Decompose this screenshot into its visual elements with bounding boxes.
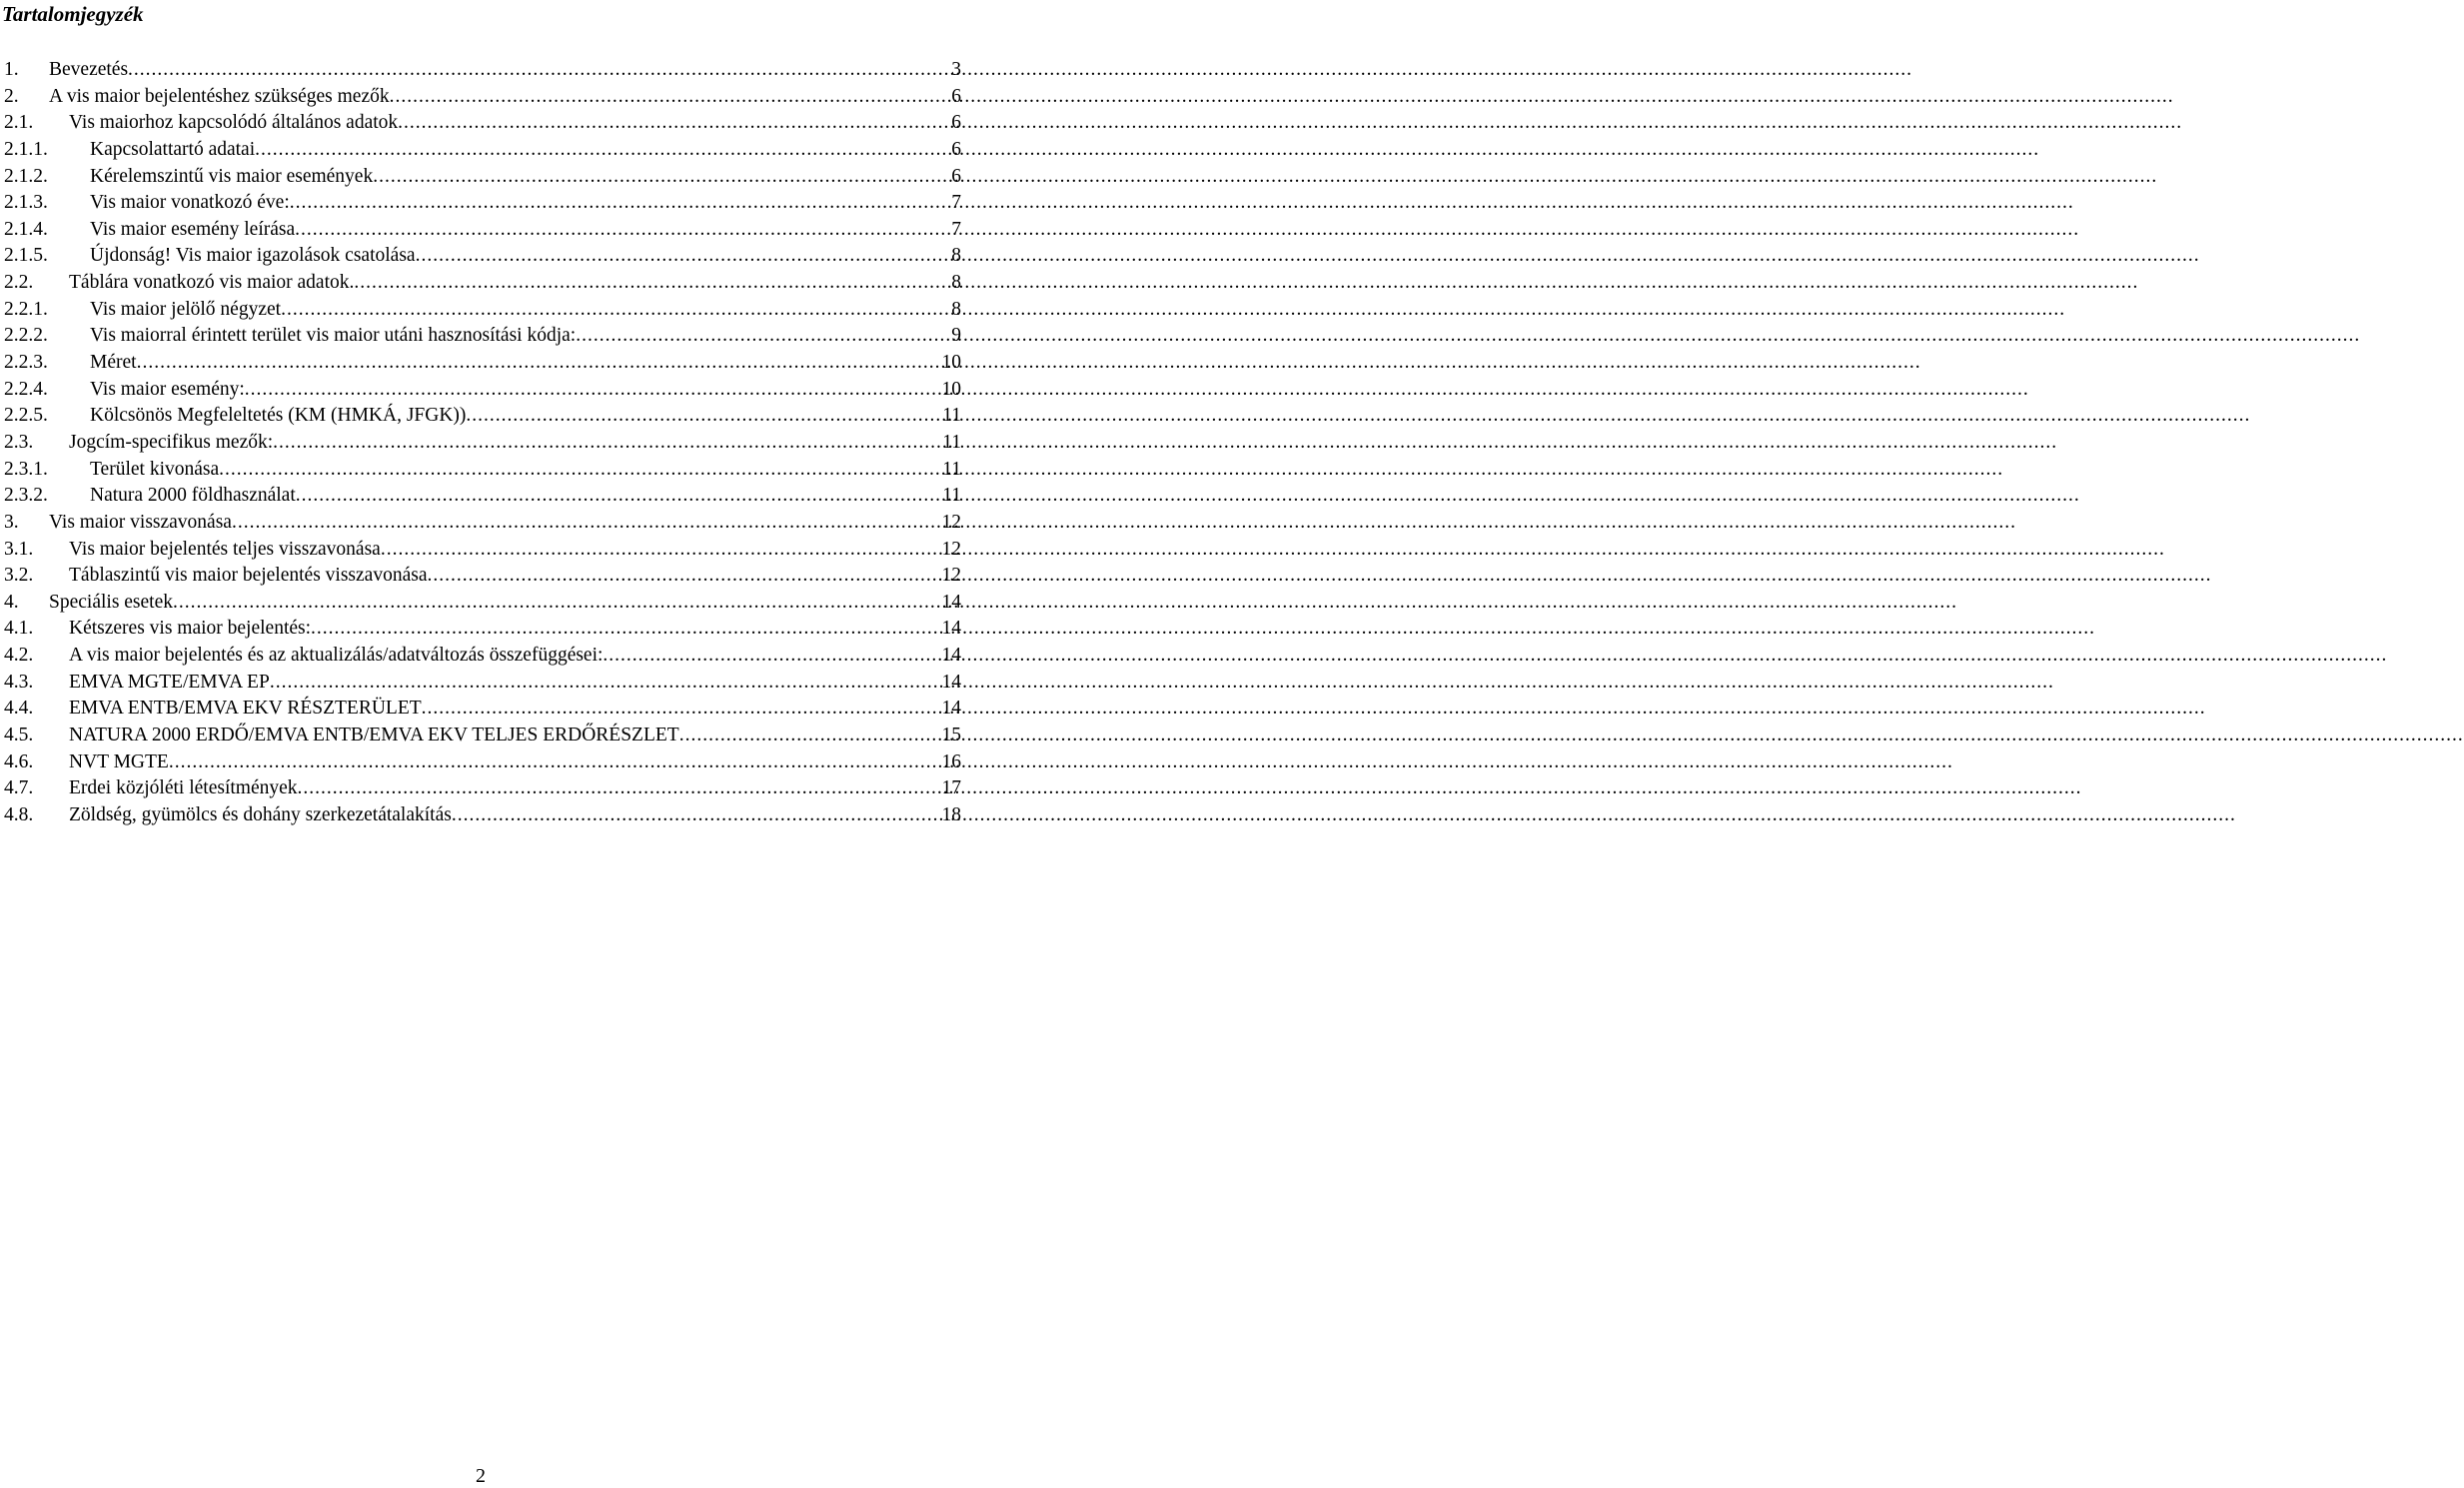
toc-dot-leader	[128, 57, 950, 83]
toc-entry-title[interactable]: EMVA ENTB/EMVA EKV RÉSZTERÜLET	[69, 696, 422, 722]
toc-dot-leader	[273, 430, 941, 456]
toc-entry-number: 2.2.1.	[4, 298, 48, 320]
page-number: 2	[476, 1465, 486, 1487]
toc-entry-page[interactable]: 14	[941, 618, 961, 640]
toc-entry-number: 4.6.	[4, 750, 34, 772]
toc-dot-leader	[296, 483, 941, 509]
toc-entry-page[interactable]: 6	[951, 138, 961, 160]
toc-entry-title[interactable]: Vis maiorhoz kapcsolódó általános adatok	[69, 110, 398, 136]
toc-entry[interactable]	[0, 643, 961, 670]
toc-dot-leader	[245, 377, 941, 403]
toc-entry-page[interactable]: 17	[941, 777, 961, 799]
toc-dot-leader	[416, 243, 951, 269]
toc-dot-leader	[219, 457, 941, 483]
toc-entry-line[interactable]	[90, 164, 961, 190]
toc-entry-page[interactable]: 12	[941, 538, 961, 560]
toc-entry-title[interactable]: Vis maior esemény leírása	[90, 217, 295, 243]
toc-entry-page[interactable]: 12	[941, 565, 961, 587]
toc-entry[interactable]	[0, 84, 961, 111]
toc-entry-number: 4.	[4, 591, 19, 613]
toc-entry[interactable]	[0, 377, 961, 404]
toc-entry-line[interactable]	[69, 616, 961, 642]
toc-entry[interactable]	[0, 723, 961, 749]
toc-entry-title[interactable]: Táblaszintű vis maior bejelentés visszavonása	[69, 563, 427, 589]
toc-entry-line[interactable]	[49, 57, 961, 83]
toc-entry-page[interactable]: 15	[941, 725, 961, 746]
toc-entry-title[interactable]: Erdei közjóléti létesítmények	[69, 775, 298, 801]
toc-entry[interactable]	[0, 802, 961, 829]
toc-entry[interactable]	[0, 510, 961, 537]
toc-entry-page[interactable]: 14	[941, 698, 961, 720]
toc-entry-line[interactable]	[49, 510, 961, 536]
toc-entry-number: 2.1.2.	[4, 165, 48, 187]
toc-entry-title[interactable]: Kölcsönös Megfeleltetés (KM (HMKÁ, JFGK))	[90, 403, 466, 429]
toc-entry-line[interactable]	[69, 802, 961, 828]
toc-entry-line[interactable]	[69, 270, 961, 296]
toc-entry-title[interactable]: Terület kivonása	[90, 457, 219, 483]
toc-entry-title[interactable]: Vis maiorral érintett terület vis maior utáni hasznosítási kódja:	[90, 323, 576, 349]
toc-entry[interactable]	[0, 457, 961, 484]
toc-entry-title[interactable]: Méret	[90, 350, 137, 376]
toc-dot-leader	[603, 643, 940, 669]
toc-entry-title[interactable]: EMVA MGTE/EMVA EP	[69, 670, 270, 696]
toc-entry-title[interactable]: Kérelemszintű vis maior események	[90, 164, 373, 190]
toc-dot-leader	[679, 723, 941, 748]
toc-entry-line[interactable]	[90, 190, 961, 216]
toc-entry-line[interactable]	[90, 377, 961, 403]
toc-entry-number: 4.3.	[4, 671, 34, 693]
toc-entry-line[interactable]	[90, 350, 961, 376]
toc-entry-number: 4.4.	[4, 698, 34, 720]
toc-entry-number: 4.5.	[4, 725, 34, 746]
toc-entry-page[interactable]: 11	[942, 485, 961, 507]
toc-entry-line[interactable]	[69, 537, 961, 563]
toc-entry-page[interactable]: 14	[941, 591, 961, 613]
toc-entry-number: 2.1.4.	[4, 218, 48, 240]
toc-entry[interactable]	[0, 696, 961, 723]
toc-entry-page[interactable]: 14	[941, 645, 961, 667]
toc-entry-title[interactable]: A vis maior bejelentés és az aktualizálás/adatváltozás összefüggései:	[69, 643, 603, 669]
toc-dot-leader	[354, 270, 950, 296]
toc-entry-line[interactable]	[49, 590, 961, 616]
toc-entry-title[interactable]: Vis maior jelölő négyzet	[90, 297, 281, 323]
toc-dot-leader	[427, 563, 940, 589]
toc-entry-page[interactable]: 8	[951, 298, 961, 320]
toc-entry-title[interactable]: Speciális esetek	[49, 590, 173, 616]
toc-entry-line[interactable]	[90, 457, 961, 483]
toc-entry-number: 3.	[4, 511, 19, 533]
toc-entry-line[interactable]	[69, 643, 961, 669]
toc-entry[interactable]	[0, 537, 961, 564]
toc-entry-line[interactable]	[49, 84, 961, 110]
toc-entry-page[interactable]: 8	[951, 272, 961, 294]
toc-entry-number: 2.2.	[4, 272, 34, 294]
toc-entry[interactable]	[0, 137, 961, 164]
toc-entry-line[interactable]	[90, 297, 961, 323]
toc-entry-page[interactable]: 9	[951, 325, 961, 347]
toc-entry[interactable]	[0, 323, 961, 350]
toc-entry-line[interactable]	[69, 749, 961, 775]
toc-entry-number: 2.1.	[4, 112, 34, 134]
toc-entry[interactable]	[0, 563, 961, 590]
toc-dot-leader	[232, 510, 941, 536]
toc-dot-leader	[452, 802, 941, 828]
toc-entry-page[interactable]: 18	[941, 803, 961, 825]
toc-entry-page[interactable]: 11	[942, 431, 961, 453]
toc-entry-title[interactable]: Kapcsolattartó adatai	[90, 137, 255, 163]
toc-dot-leader	[373, 164, 950, 190]
toc-entry-number: 4.1.	[4, 618, 34, 640]
toc-entry-line[interactable]	[69, 696, 961, 722]
toc-heading: Tartalomjegyzék	[2, 2, 144, 26]
toc-entry-page[interactable]: 10	[941, 352, 961, 374]
toc-entry-line[interactable]	[90, 243, 961, 269]
toc-dot-leader	[298, 775, 941, 801]
toc-entry[interactable]	[0, 164, 961, 191]
toc-entry-title[interactable]: Vis maior visszavonása	[49, 510, 232, 536]
toc-entry-page[interactable]: 6	[951, 112, 961, 134]
toc-entry[interactable]	[0, 297, 961, 324]
toc-entry-number: 2.3.1.	[4, 458, 48, 480]
toc-entry-title[interactable]: Jogcím-specifikus mezők:	[69, 430, 273, 456]
toc-entry[interactable]	[0, 403, 961, 430]
toc-entry-page[interactable]: 11	[942, 458, 961, 480]
toc-entry-number: 2.3.	[4, 431, 34, 453]
toc-entry-title[interactable]: Natura 2000 földhasználat	[90, 483, 296, 509]
toc-entry-page[interactable]: 7	[951, 192, 961, 214]
toc-entry-page[interactable]: 11	[942, 405, 961, 427]
toc-entry-title[interactable]: Táblára vonatkozó vis maior adatok.	[69, 270, 354, 296]
toc-entry-line[interactable]	[90, 323, 961, 349]
toc-entry-number: 2.2.4.	[4, 378, 48, 400]
toc-entry-number: 2.2.2.	[4, 325, 48, 347]
toc-entry-number: 2.1.3.	[4, 192, 48, 214]
toc-dot-leader	[281, 297, 950, 323]
toc-entry-line[interactable]	[90, 403, 961, 429]
toc-dot-leader	[137, 350, 941, 376]
toc-entry[interactable]	[0, 57, 961, 84]
toc-entry-number: 2.3.2.	[4, 485, 48, 507]
toc-dot-leader	[466, 403, 941, 429]
toc-entry[interactable]	[0, 190, 961, 217]
toc-entry-page[interactable]: 6	[951, 165, 961, 187]
toc-dot-leader	[422, 696, 941, 722]
toc-entry-page[interactable]: 14	[941, 671, 961, 693]
toc-dot-leader	[576, 323, 950, 349]
toc-entry-number: 4.7.	[4, 777, 34, 799]
toc-entry-title[interactable]: NATURA 2000 ERDŐ/EMVA ENTB/EMVA EKV TELJES ERDŐRÉSZLET	[69, 723, 679, 748]
toc-entry-line[interactable]	[69, 723, 961, 748]
toc-entry[interactable]	[0, 110, 961, 137]
toc-entry-line[interactable]	[90, 217, 961, 243]
toc-dot-leader	[390, 84, 951, 110]
toc-entry-page[interactable]: 10	[941, 378, 961, 400]
toc-entry[interactable]	[0, 217, 961, 244]
toc-entry-number: 1.	[4, 59, 19, 80]
toc-entry-title[interactable]: Újdonság! Vis maior igazolások csatolása	[90, 243, 416, 269]
toc-entry-line[interactable]	[69, 563, 961, 589]
toc-dot-leader	[295, 217, 950, 243]
table-of-contents	[0, 57, 961, 829]
toc-entry-number: 4.8.	[4, 803, 34, 825]
toc-dot-leader	[311, 616, 940, 642]
toc-entry-number: 2.2.5.	[4, 405, 48, 427]
toc-dot-leader	[270, 670, 941, 696]
toc-entry-line[interactable]	[69, 430, 961, 456]
toc-entry[interactable]	[0, 270, 961, 297]
toc-entry-page[interactable]: 16	[941, 750, 961, 772]
toc-entry-line[interactable]	[90, 483, 961, 509]
toc-entry-page[interactable]: 12	[941, 511, 961, 533]
toc-entry[interactable]	[0, 350, 961, 377]
toc-entry[interactable]	[0, 243, 961, 270]
toc-dot-leader	[169, 749, 941, 775]
toc-dot-leader	[381, 537, 941, 563]
toc-entry[interactable]	[0, 430, 961, 457]
toc-entry-title[interactable]: Vis maior esemény:	[90, 377, 245, 403]
toc-dot-leader	[173, 590, 941, 616]
toc-entry-page[interactable]: 6	[951, 85, 961, 107]
toc-entry-line[interactable]	[69, 110, 961, 136]
toc-entry-line[interactable]	[90, 137, 961, 163]
toc-entry[interactable]	[0, 670, 961, 697]
toc-entry-number: 2.2.3.	[4, 352, 48, 374]
toc-entry-number: 4.2.	[4, 645, 34, 667]
toc-entry-title[interactable]: NVT MGTE	[69, 749, 169, 775]
toc-entry-number: 3.1.	[4, 538, 34, 560]
toc-entry-title[interactable]: Vis maior bejelentés teljes visszavonása	[69, 537, 381, 563]
toc-entry[interactable]	[0, 749, 961, 776]
toc-entry[interactable]	[0, 775, 961, 802]
toc-entry[interactable]	[0, 590, 961, 617]
toc-entry[interactable]	[0, 616, 961, 643]
toc-entry-line[interactable]	[69, 670, 961, 696]
toc-entry-title[interactable]: Zöldség, gyümölcs és dohány szerkezetátalakítás	[69, 802, 452, 828]
toc-dot-leader	[255, 137, 950, 163]
toc-entry-number: 2.1.5.	[4, 245, 48, 267]
toc-entry-page[interactable]: 3	[951, 59, 961, 80]
toc-entry-title[interactable]: A vis maior bejelentéshez szükséges mezők	[49, 84, 390, 110]
toc-entry-page[interactable]: 8	[951, 245, 961, 267]
toc-entry-number: 2.	[4, 85, 19, 107]
toc-entry[interactable]	[0, 483, 961, 510]
toc-dot-leader	[398, 110, 950, 136]
toc-entry-title[interactable]: Kétszeres vis maior bejelentés:	[69, 616, 311, 642]
toc-entry-title[interactable]: Bevezetés	[49, 57, 128, 83]
toc-entry-page[interactable]: 7	[951, 218, 961, 240]
toc-entry-number: 2.1.1.	[4, 138, 48, 160]
toc-dot-leader	[290, 190, 951, 216]
toc-entry-line[interactable]	[69, 775, 961, 801]
toc-entry-title[interactable]: Vis maior vonatkozó éve:	[90, 190, 290, 216]
toc-entry-number: 3.2.	[4, 565, 34, 587]
